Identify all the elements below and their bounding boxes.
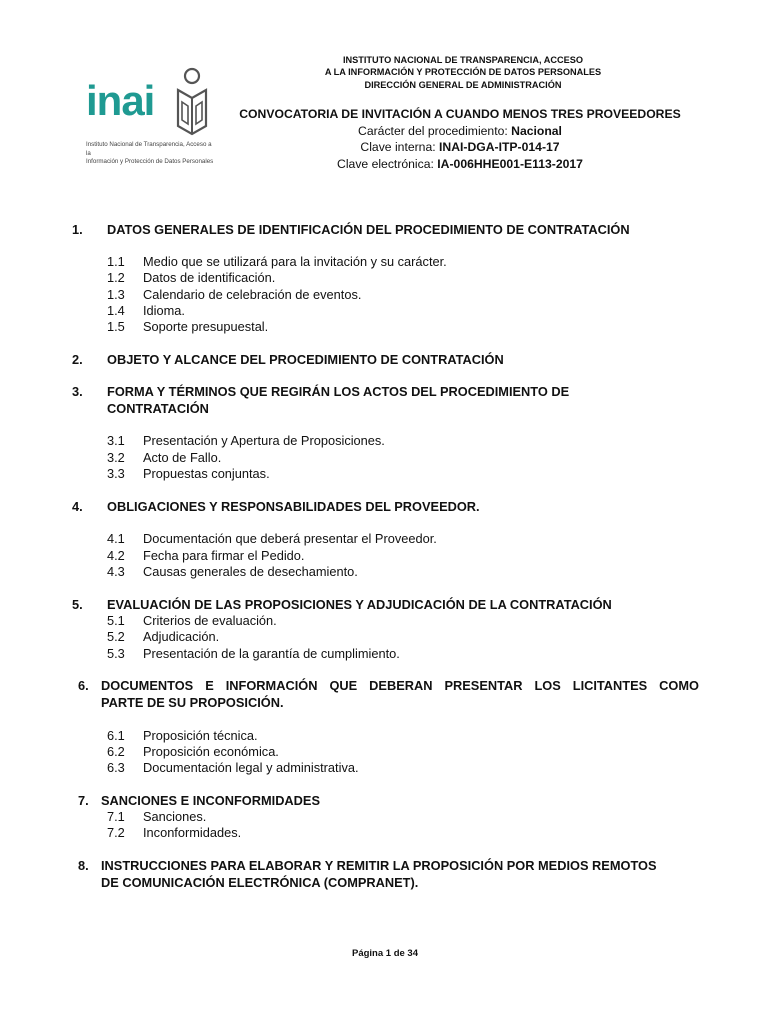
section-7-title: SANCIONES E INCONFORMIDADES	[101, 793, 320, 808]
institution-header: INSTITUTO NACIONAL DE TRANSPARENCIA, ACCESO A LA INFORMACIÓN Y PROTECCIÓN DE DATOS PERSONALES DIRECCIÓN GENERAL DE ADMINISTRACIÓN	[324, 55, 602, 90]
section-4-title: OBLIGACIONES Y RESPONSABILIDADES DEL PROVEEDOR.	[107, 499, 480, 514]
list-item: 1.3 Calendario de celebración de eventos.	[107, 287, 362, 302]
list-item: 1.2 Datos de identificación.	[107, 270, 276, 285]
section-1-title: DATOS GENERALES DE IDENTIFICACIÓN DEL PROCEDIMIENTO DE CONTRATACIÓN	[107, 222, 630, 237]
section-8-title: INSTRUCCIONES PARA ELABORAR Y REMITIR LA PROPOSICIÓN POR MEDIOS REMOTOS DE COMUNICACIÓN ELECTRÓNICA (COMPRANET).	[101, 858, 657, 890]
list-item: 7.2 Inconformidades.	[107, 825, 242, 840]
list-item: 1.1 Medio que se utilizará para la invitación y su carácter.	[107, 254, 447, 269]
clave-electronica-line: Clave electrónica: IA-006HHE001-E113-2017	[337, 156, 583, 171]
document-title: CONVOCATORIA DE INVITACIÓN A CUANDO MENOS TRES PROVEEDORES	[239, 107, 681, 121]
section-8-number: 8.	[78, 858, 89, 873]
clave-interna-line: Clave interna: INAI-DGA-ITP-014-17	[360, 140, 560, 154]
section-6-number: 6.	[78, 678, 89, 693]
section-7-number: 7.	[78, 793, 89, 808]
logo-caption: Instituto Nacional de Transparencia, Acceso a la Información y Protección de Datos Personales	[86, 141, 214, 166]
caracter-line: Carácter del procedimiento: Nacional	[358, 123, 562, 138]
list-item: 7.1 Sanciones.	[107, 809, 207, 824]
section-6-title: DOCUMENTOS E INFORMACIÓN QUE DEBERAN PRESENTAR LOS LICITANTES COMO PARTE DE SU PROPOSICIÓN.	[101, 678, 699, 710]
list-item: 3.2 Acto de Fallo.	[107, 450, 222, 465]
section-5-number: 5.	[72, 597, 83, 612]
list-item: 6.2 Proposición económica.	[107, 744, 279, 759]
list-item: 1.4 Idioma.	[107, 303, 185, 318]
section-2-title: OBJETO Y ALCANCE DEL PROCEDIMIENTO DE CONTRATACIÓN	[107, 352, 504, 367]
section-5-title: EVALUACIÓN DE LAS PROPOSICIONES Y ADJUDICACIÓN DE LA CONTRATACIÓN	[107, 597, 612, 612]
list-item: 3.3 Propuestas conjuntas.	[107, 466, 270, 481]
section-3-number: 3.	[72, 384, 83, 399]
section-4-number: 4.	[72, 499, 83, 514]
list-item: 5.3 Presentación de la garantía de cumplimiento.	[107, 646, 400, 661]
page-number: Página 1 de 34	[351, 948, 418, 959]
list-item: 1.5 Soporte presupuestal.	[107, 319, 269, 334]
list-item: 4.3 Causas generales de desechamiento.	[107, 564, 358, 579]
section-3-title: FORMA Y TÉRMINOS QUE REGIRÁN LOS ACTOS DEL PROCEDIMIENTO DE CONTRATACIÓN	[107, 384, 570, 416]
list-item: 4.2 Fecha para firmar el Pedido.	[107, 548, 305, 563]
inai-logo	[86, 66, 216, 166]
list-item: 5.1 Criterios de evaluación.	[107, 613, 277, 628]
logo-wordmark: inai	[86, 77, 155, 124]
list-item: 6.3 Documentación legal y administrativa.	[107, 760, 359, 775]
list-item: 4.1 Documentación que deberá presentar el Proveedor.	[107, 531, 437, 546]
section-1-number: 1.	[72, 222, 83, 237]
list-item: 6.1 Proposición técnica.	[107, 728, 258, 743]
section-2-number: 2.	[72, 352, 83, 367]
list-item: 3.1 Presentación y Apertura de Proposiciones.	[107, 433, 385, 448]
convocatoria-header	[220, 106, 700, 172]
logo-person-book-icon	[172, 66, 212, 138]
list-item: 5.2 Adjudicación.	[107, 629, 220, 644]
